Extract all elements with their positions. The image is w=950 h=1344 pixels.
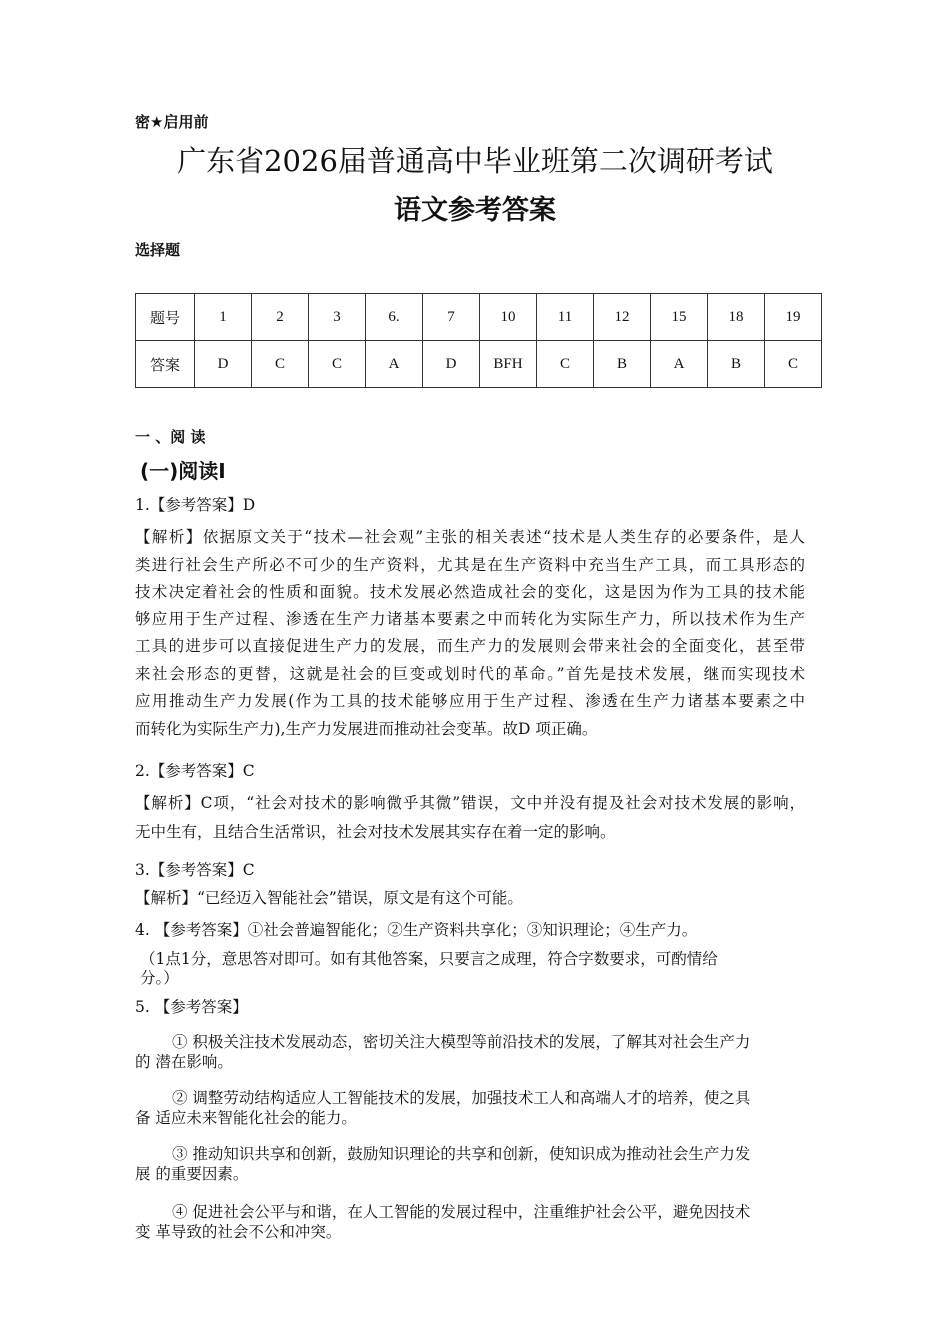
- answer-cell: D: [423, 341, 480, 388]
- answer-point: ④ 促进社会公平与和谐，在人工智能的发展过程中，注重维护社会公平，避免因技术: [172, 1203, 751, 1221]
- exam-title: 广东省2026届普通高中毕业班第二次调研考试: [177, 144, 773, 178]
- choice-section-heading: 选择题: [135, 241, 181, 259]
- question-number-cell: 7: [423, 294, 480, 341]
- answer-q4: 4. 【参考答案】①社会普遍智能化；②生产资料共享化；③知识理论；④生产力。: [135, 921, 698, 939]
- scoring-note: （1点1分，意思答对即可。如有其他答案，只要言之成理，符合字数要求，可酌情给: [140, 950, 718, 968]
- answer-table: [135, 293, 822, 388]
- question-number-cell: 18: [708, 294, 765, 341]
- question-number-cell: 1: [195, 294, 252, 341]
- explanation-line: 类进行社会生产所必不可少的生产资料，尤其是在生产资料中充当生产工具，而工具形态的: [135, 556, 805, 574]
- answer-q1: 1.【参考答案】D: [135, 496, 256, 514]
- answer-point-continuation: 的 潜在影响。: [135, 1053, 233, 1071]
- question-number-cell: 6.: [366, 294, 423, 341]
- answer-q3: 3.【参考答案】C: [135, 861, 255, 879]
- explanation-line: 来社会形态的更替，这就是社会的巨变或划时代的革命。”首先是技术发展，继而实现技术: [135, 665, 805, 683]
- explanation-line: 【解析】依据原文关于“技术—社会观”主张的相关表述“技术是人类生存的必要条件，是人: [135, 528, 805, 546]
- explanation-line: 工具的进步可以直接促进生产力的发展，而生产力的发展则会带来社会的全面变化，甚至带: [135, 637, 805, 655]
- answer-point-continuation: 备 适应未来智能化社会的能力。: [135, 1109, 357, 1127]
- answer-cell: A: [651, 341, 708, 388]
- explanation-line: 够应用于生产过程、渗透在生产力诸基本要素之中而转化为实际生产力，所以技术作为生产: [135, 610, 805, 628]
- question-number-cell: 19: [765, 294, 822, 341]
- answer-cell: D: [195, 341, 252, 388]
- answer-cell: B: [708, 341, 765, 388]
- answer-point-continuation: 变 革导致的社会不公和冲突。: [135, 1223, 342, 1241]
- answer-point: ① 积极关注技术发展动态，密切关注大模型等前沿技术的发展，了解其对社会生产力: [172, 1033, 751, 1051]
- explanation-line: 【解析】“已经迈入智能社会”错误，原文是有这个可能。: [135, 889, 523, 907]
- reading-subsection-heading: (一)阅读I: [140, 459, 226, 483]
- answer-cell: C: [765, 341, 822, 388]
- explanation-line: 应用推动生产力发展(作为工具的技术能够应用于生产过程、渗透在生产力诸基本要素之中: [135, 692, 805, 710]
- question-number-cell: 2: [252, 294, 309, 341]
- question-number-row: [136, 294, 822, 341]
- answer-cell: C: [252, 341, 309, 388]
- document-subtitle: 语文参考答案: [394, 195, 556, 226]
- answer-cell: BFH: [480, 341, 537, 388]
- answer-q2: 2.【参考答案】C: [135, 762, 255, 780]
- answer-point: ③ 推动知识共享和创新，鼓励知识理论的共享和创新，使知识成为推动社会生产力发: [172, 1145, 751, 1163]
- row-label: 答案: [136, 341, 195, 388]
- question-number-cell: 11: [537, 294, 594, 341]
- question-number-cell: 10: [480, 294, 537, 341]
- question-number-cell: 3: [309, 294, 366, 341]
- reading-section-heading: 一 、阅 读: [135, 428, 206, 446]
- explanation-line: 技术决定着社会的性质和面貌。技术发展必然造成社会的变化，这是因为作为工具的技术能: [135, 583, 805, 601]
- answer-cell: A: [366, 341, 423, 388]
- explanation-line: 无中生有，且结合生活常识，社会对技术发展其实存在着一定的影响。: [135, 823, 616, 841]
- answer-cell: B: [594, 341, 651, 388]
- answer-q5: 5. 【参考答案】: [135, 998, 248, 1016]
- answer-row: [136, 341, 822, 388]
- explanation-line: 【解析】C项，“社会对技术的影响微乎其微”错误，文中并没有提及社会对技术发展的影响，: [135, 794, 805, 812]
- confidential-label: 密★启用前: [135, 113, 209, 131]
- answer-point: ② 调整劳动结构适应人工智能技术的发展，加强技术工人和高端人才的培养，使之具: [172, 1089, 751, 1107]
- question-number-cell: 15: [651, 294, 708, 341]
- answer-cell: C: [537, 341, 594, 388]
- answer-point-continuation: 展 的重要因素。: [135, 1165, 249, 1183]
- scoring-note: 分。）: [140, 969, 179, 987]
- question-number-cell: 12: [594, 294, 651, 341]
- explanation-line: 而转化为实际生产力),生产力发展进而推动社会变革。故D 项正确。: [135, 720, 598, 738]
- row-label: 题号: [136, 294, 195, 341]
- answer-cell: C: [309, 341, 366, 388]
